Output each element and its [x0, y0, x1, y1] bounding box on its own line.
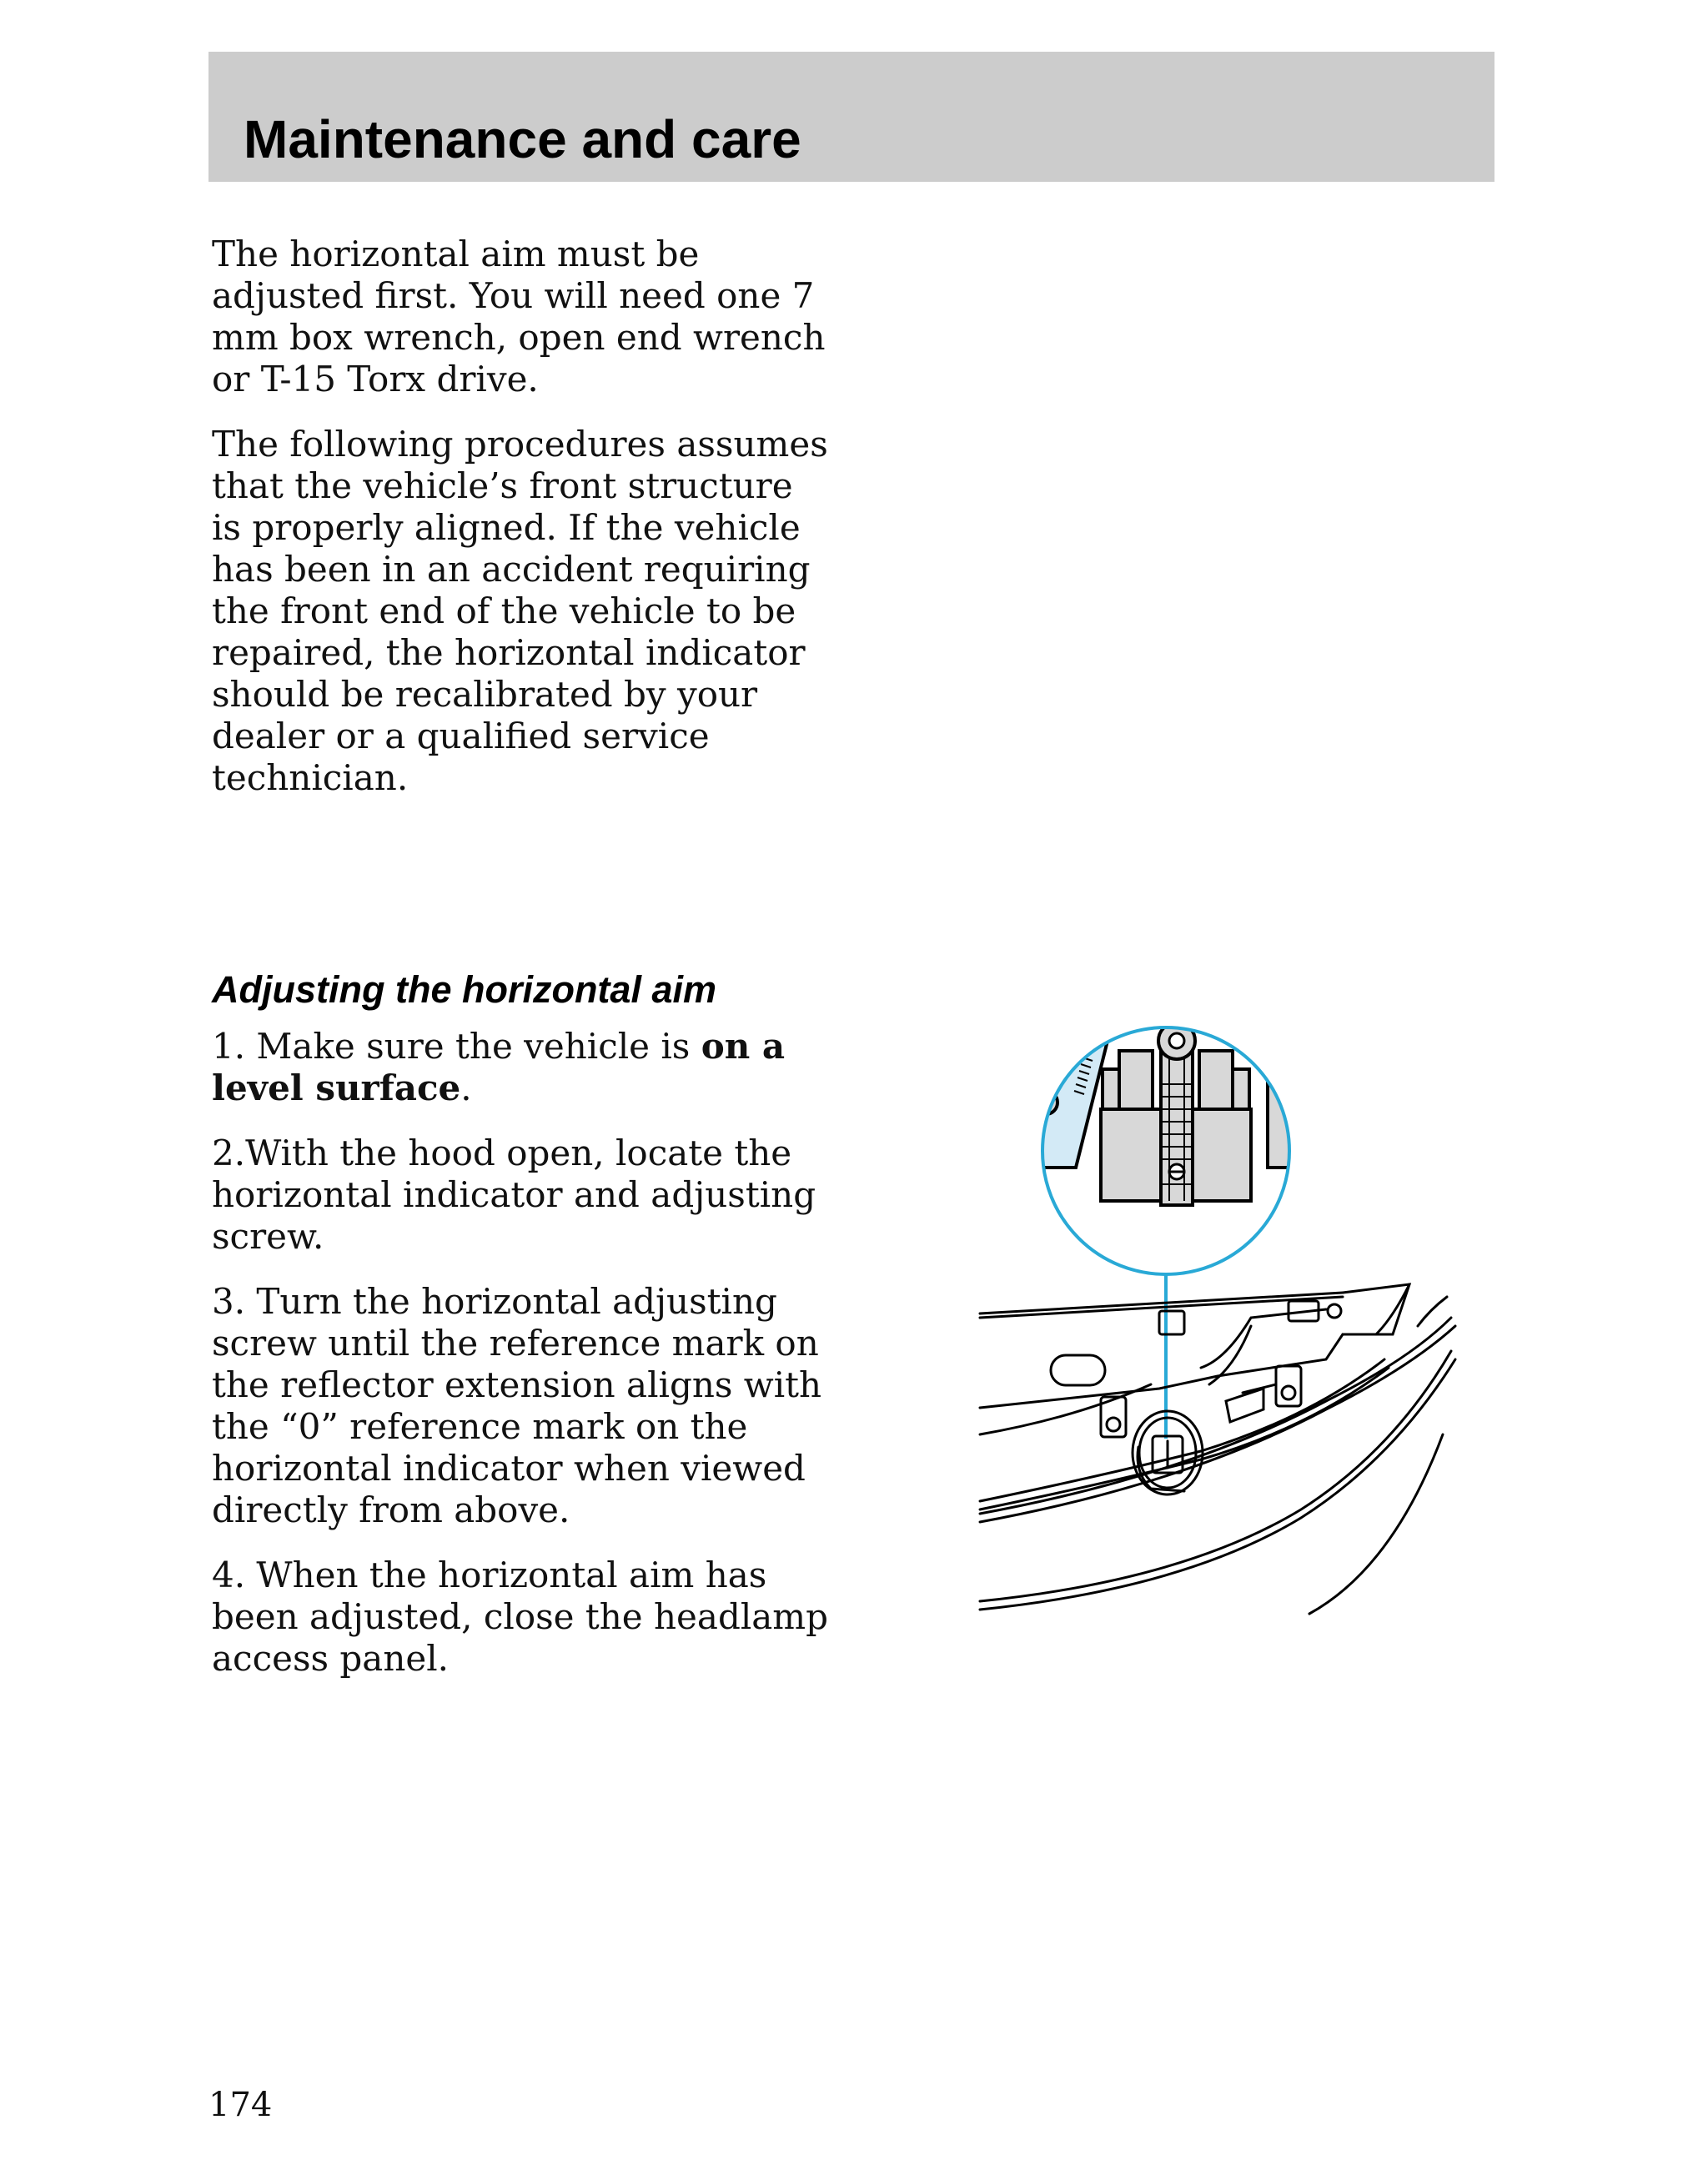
inner-panel-line [1201, 1309, 1326, 1368]
header-band [208, 52, 1494, 182]
fender-curve-2 [980, 1359, 1455, 1610]
radiator-support [980, 1334, 1343, 1408]
fender-curve [980, 1351, 1451, 1601]
steps-list [212, 1026, 829, 1680]
step-1-text: 1. Make sure the vehicle is [212, 1026, 701, 1067]
intro-text [212, 234, 829, 799]
side-panel [1268, 1001, 1301, 1168]
fastener-clip [1159, 1311, 1184, 1334]
hood-hinge [1376, 1284, 1409, 1334]
headlamp-assembly [980, 1284, 1455, 1614]
step-1-emphasis: on a level surface [212, 1026, 786, 1108]
access-slot [1051, 1355, 1105, 1385]
intro-paragraph-1: The horizontal aim must be adjusted first. You will need one 7 mm box wrench, open end wrench or T-15 Torx drive. [212, 234, 826, 399]
step-1 [212, 1026, 829, 1109]
step-4: 4. When the horizontal aim has been adjusted, close the headlamp access panel. [212, 1555, 829, 1679]
page-title: Maintenance and care [244, 109, 801, 169]
step-1-end: . [460, 1067, 472, 1108]
right-mount-bolt [1282, 1386, 1295, 1399]
detail-contents [1026, 1001, 1301, 1284]
fender-outer-curve [1309, 1434, 1443, 1614]
right-mount-arm [1243, 1384, 1276, 1393]
headlamp-aim-illustration [976, 967, 1476, 1626]
step-3: 3. Turn the horizontal adjusting screw until the reference mark on the reflector extension aligns with the “0” reference mark on the horizontal indicator when viewed directly from above. [212, 1281, 822, 1530]
indicator-strip [1161, 1051, 1193, 1205]
lamp-housing-lower [980, 1359, 1384, 1501]
intro-paragraph-2: The following procedures assumes that the vehicle’s front structure is properly aligned. If the vehicle has been in an accident requiring the front end of the vehicle to be repaired, the horizontal indicator should be recalibrated by your dealer or a qualified service technician. [212, 424, 828, 798]
hood-latch-bracket [1343, 1284, 1409, 1334]
right-corner-line [1418, 1297, 1447, 1326]
bumper-upper-2 [980, 1326, 1455, 1522]
page-number: 174 [208, 2086, 273, 2124]
right-bolt-icon [1328, 1304, 1341, 1318]
adjusting-screw-center [1169, 1033, 1184, 1048]
bumper-upper [980, 1318, 1451, 1514]
step-2: 2.With the hood open, locate the horizontal indicator and adjusting screw. [212, 1133, 816, 1257]
magnified-detail [1026, 1001, 1301, 1439]
left-mount-bolt [1107, 1418, 1120, 1431]
section-heading: Adjusting the horizontal aim [212, 968, 716, 1011]
adjuster-wedge [1226, 1389, 1263, 1422]
